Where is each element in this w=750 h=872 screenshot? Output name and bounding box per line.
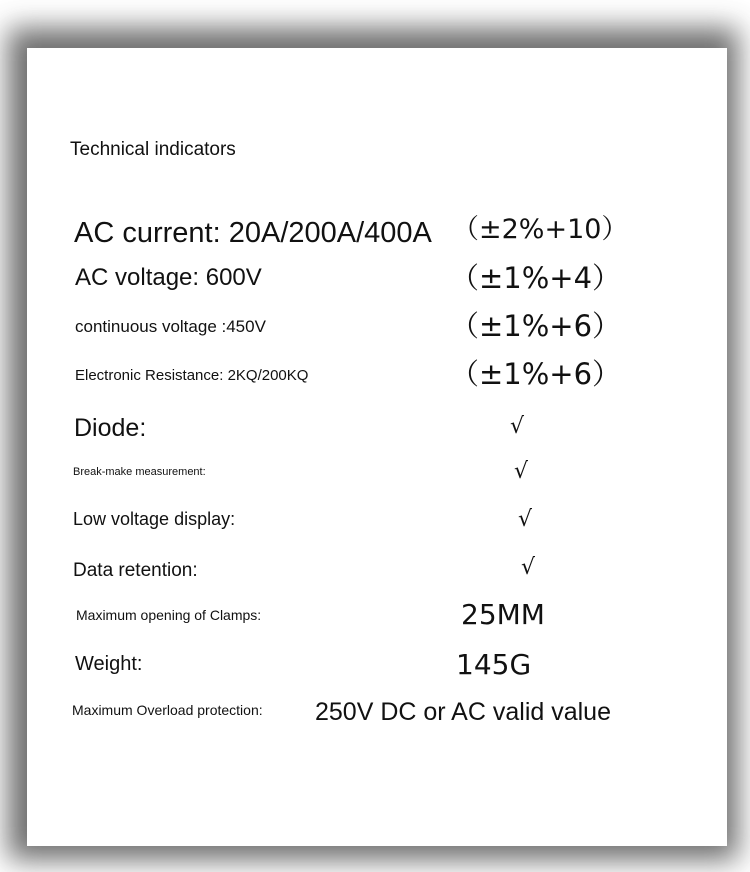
spec-value-low-voltage: √ bbox=[518, 507, 533, 532]
spec-value-overload: 250V DC or AC valid value bbox=[315, 698, 611, 726]
spec-label-data-retention: Data retention: bbox=[73, 560, 198, 581]
spec-value-ac-voltage: （±1%+4） bbox=[450, 261, 622, 295]
spec-value-weight: 145G bbox=[456, 648, 532, 681]
spec-label-overload: Maximum Overload protection: bbox=[72, 702, 263, 718]
spec-value-break-make: √ bbox=[514, 459, 529, 484]
spec-label-ac-voltage: AC voltage: 600V bbox=[75, 264, 262, 291]
spec-value-continuous-voltage: （±1%+6） bbox=[450, 309, 622, 343]
spec-value-ac-current: （±2%+10） bbox=[452, 214, 629, 245]
spec-label-weight: Weight: bbox=[75, 653, 143, 675]
spec-label-continuous-voltage: continuous voltage :450V bbox=[75, 317, 266, 336]
spec-value-data-retention: √ bbox=[521, 555, 536, 580]
spec-value-diode: √ bbox=[510, 414, 525, 439]
spec-label-electronic-resistance: Electronic Resistance: 2KQ/200KQ bbox=[75, 367, 309, 384]
spec-value-electronic-resistance: （±1%+6） bbox=[450, 357, 622, 391]
spec-label-max-opening: Maximum opening of Clamps: bbox=[76, 607, 262, 623]
spec-label-break-make: Break-make measurement: bbox=[73, 466, 206, 478]
spec-label-diode: Diode: bbox=[74, 414, 147, 442]
spec-value-max-opening: 25MM bbox=[461, 598, 545, 631]
spec-label-ac-current: AC current: 20A/200A/400A bbox=[74, 217, 432, 249]
section-title: Technical indicators bbox=[70, 139, 236, 160]
spec-card bbox=[27, 48, 727, 846]
spec-label-low-voltage: Low voltage display: bbox=[73, 509, 236, 529]
